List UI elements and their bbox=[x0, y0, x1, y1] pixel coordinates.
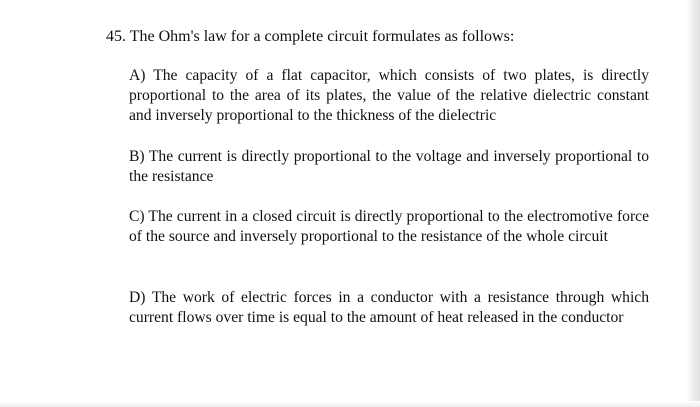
page-edge-shadow-bottom bbox=[0, 401, 700, 407]
question-text: 45. The Ohm's law for a complete circuit formulates as follows: bbox=[106, 28, 515, 45]
answer-option-b: B) The current is directly proportional to the voltage and inversely proportional to the resistance bbox=[129, 148, 649, 186]
page-edge-shadow-right bbox=[686, 0, 700, 407]
answer-option-d: D) The work of electric forces in a conductor with a resistance through which current flows over time is equal to the amount of heat released in the conductor bbox=[129, 289, 649, 327]
answer-option-a: A) The capacity of a flat capacitor, which consists of two plates, is directly proportional to the area of its plates, the value of the relative dielectric constant and inversely proportional to the thickness of the dielectric bbox=[129, 67, 649, 125]
answer-option-c: C) The current in a closed circuit is directly proportional to the electromotive force of the source and inversely proportional to the resistance of the whole circuit bbox=[129, 208, 649, 246]
